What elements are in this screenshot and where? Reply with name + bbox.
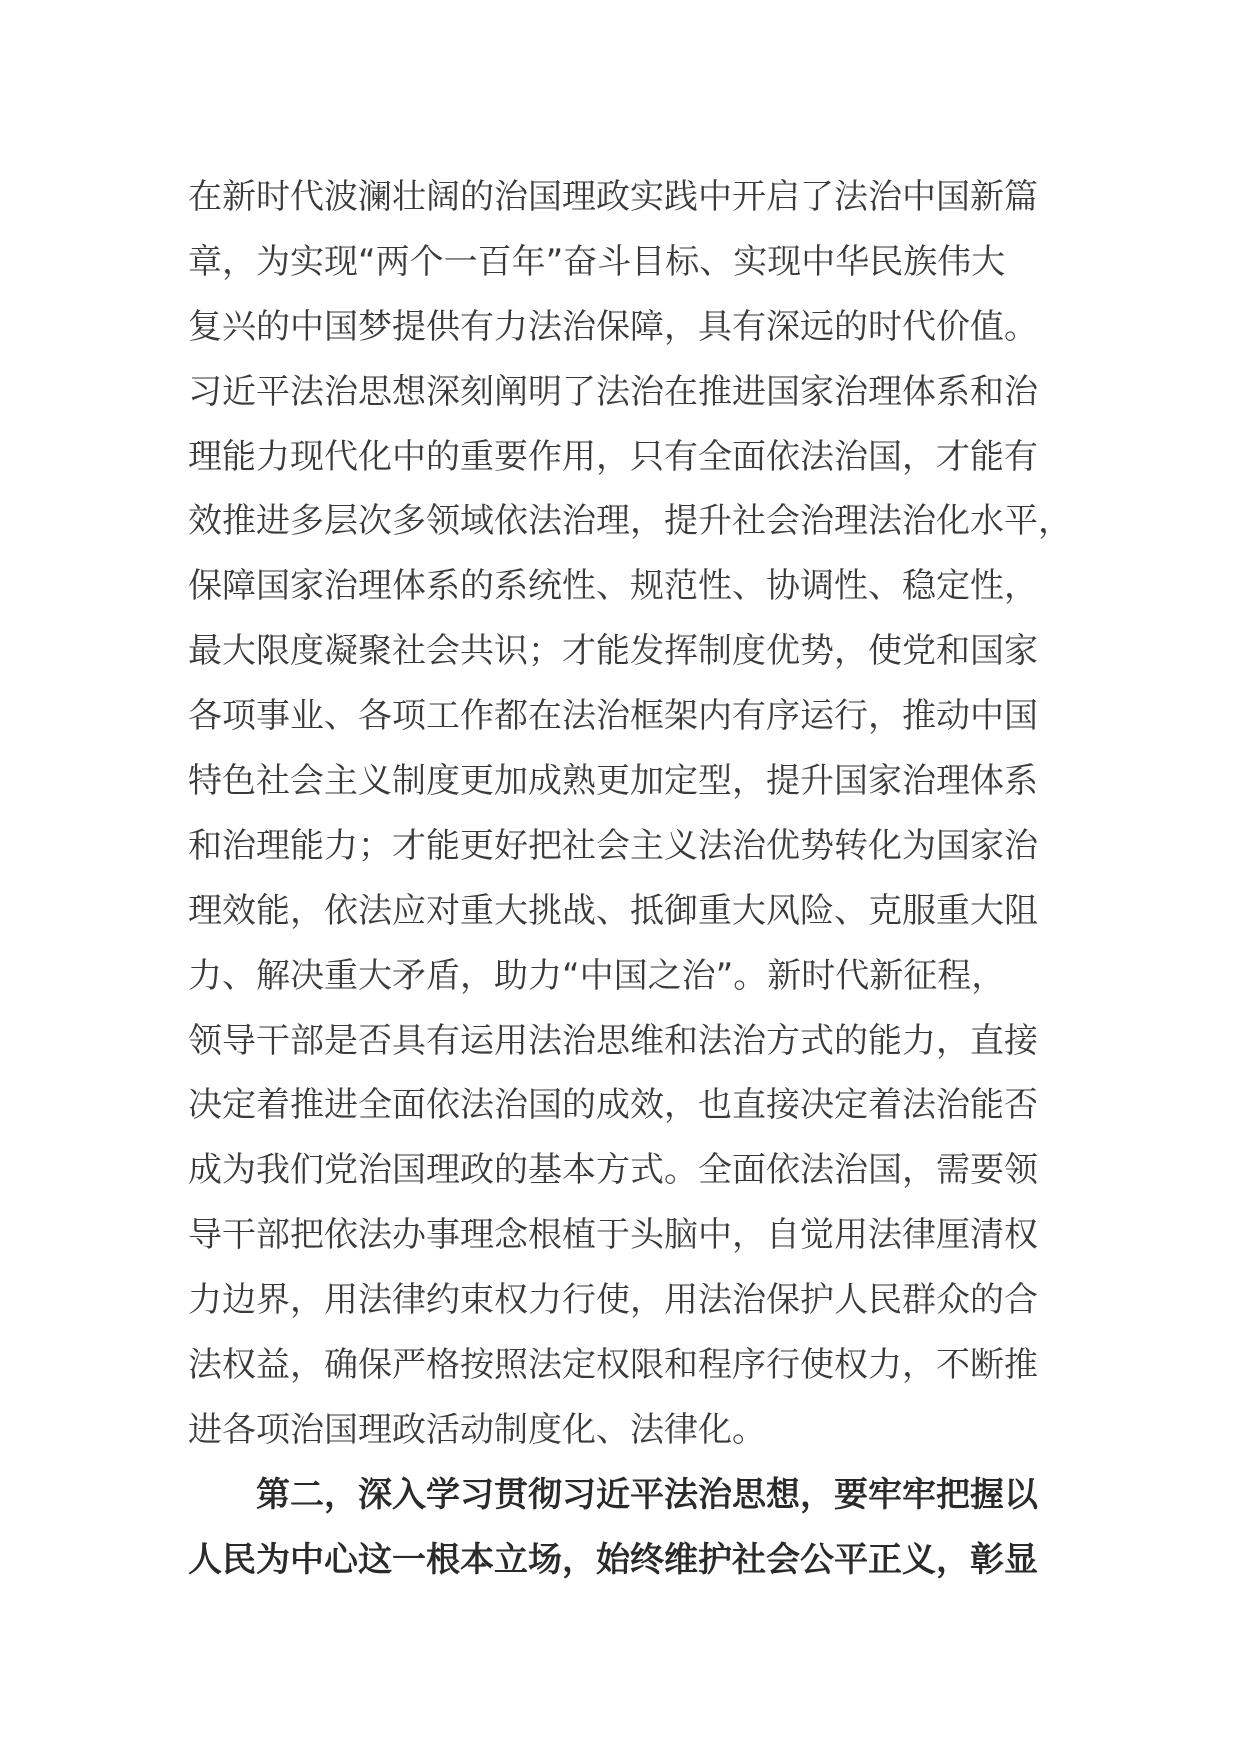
text-line: 保障国家治理体系的系统性、规范性、协调性、稳定性， (188, 566, 1038, 607)
paragraph-1 (188, 165, 1072, 1463)
text-line: 成为我们党治国理政的基本方式。全面依法治国，需要领 (188, 1150, 1038, 1191)
text-line: 领导干部是否具有运用法治思维和法治方式的能力，直接 (188, 1020, 1038, 1061)
text-line: 和治理能力；才能更好把社会主义法治优势转化为国家治 (188, 825, 1038, 866)
text-line: 理效能，依法应对重大挑战、抵御重大风险、克服重大阻 (188, 890, 1038, 931)
text-line: 章，为实现“两个一百年”奋斗目标、实现中华民族伟大 (188, 241, 1006, 282)
document-body (188, 165, 1072, 1593)
text-line: 进各项治国理政活动制度化、法律化。 (188, 1409, 766, 1450)
text-line: 导干部把依法办事理念根植于头脑中，自觉用法律厘清权 (188, 1215, 1038, 1256)
text-line: 力、解决重大矛盾，助力“中国之治”。新时代新征程， (188, 955, 1006, 996)
text-line: 复兴的中国梦提供有力法治保障，具有深远的时代价值。 (188, 306, 1038, 347)
text-line: 习近平法治思想深刻阐明了法治在推进国家治理体系和治 (188, 371, 1038, 412)
bold-text-line: 第二，深入学习贯彻习近平法治思想，要牢牢把握以 (256, 1474, 1038, 1515)
bold-text-line: 人民为中心这一根本立场，始终维护社会公平正义，彰显 (188, 1539, 1038, 1580)
text-line: 理能力现代化中的重要作用，只有全面依法治国，才能有 (188, 436, 1038, 477)
text-line: 最大限度凝聚社会共识；才能发挥制度优势，使党和国家 (188, 631, 1038, 672)
text-line: 效推进多层次多领域依法治理，提升社会治理法治化水平， (188, 501, 1072, 542)
text-line: 法权益，确保严格按照法定权限和程序行使权力，不断推 (188, 1345, 1038, 1386)
text-line: 各项事业、各项工作都在法治框架内有序运行，推动中国 (188, 696, 1038, 737)
text-line: 特色社会主义制度更加成熟更加定型，提升国家治理体系 (188, 761, 1038, 802)
text-line: 力边界，用法律约束权力行使，用法治保护人民群众的合 (188, 1280, 1038, 1321)
text-line: 在新时代波澜壮阔的治国理政实践中开启了法治中国新篇 (188, 177, 1038, 217)
paragraph-2-heading (188, 1463, 1068, 1593)
text-line: 决定着推进全面依法治国的成效，也直接决定着法治能否 (188, 1085, 1038, 1126)
